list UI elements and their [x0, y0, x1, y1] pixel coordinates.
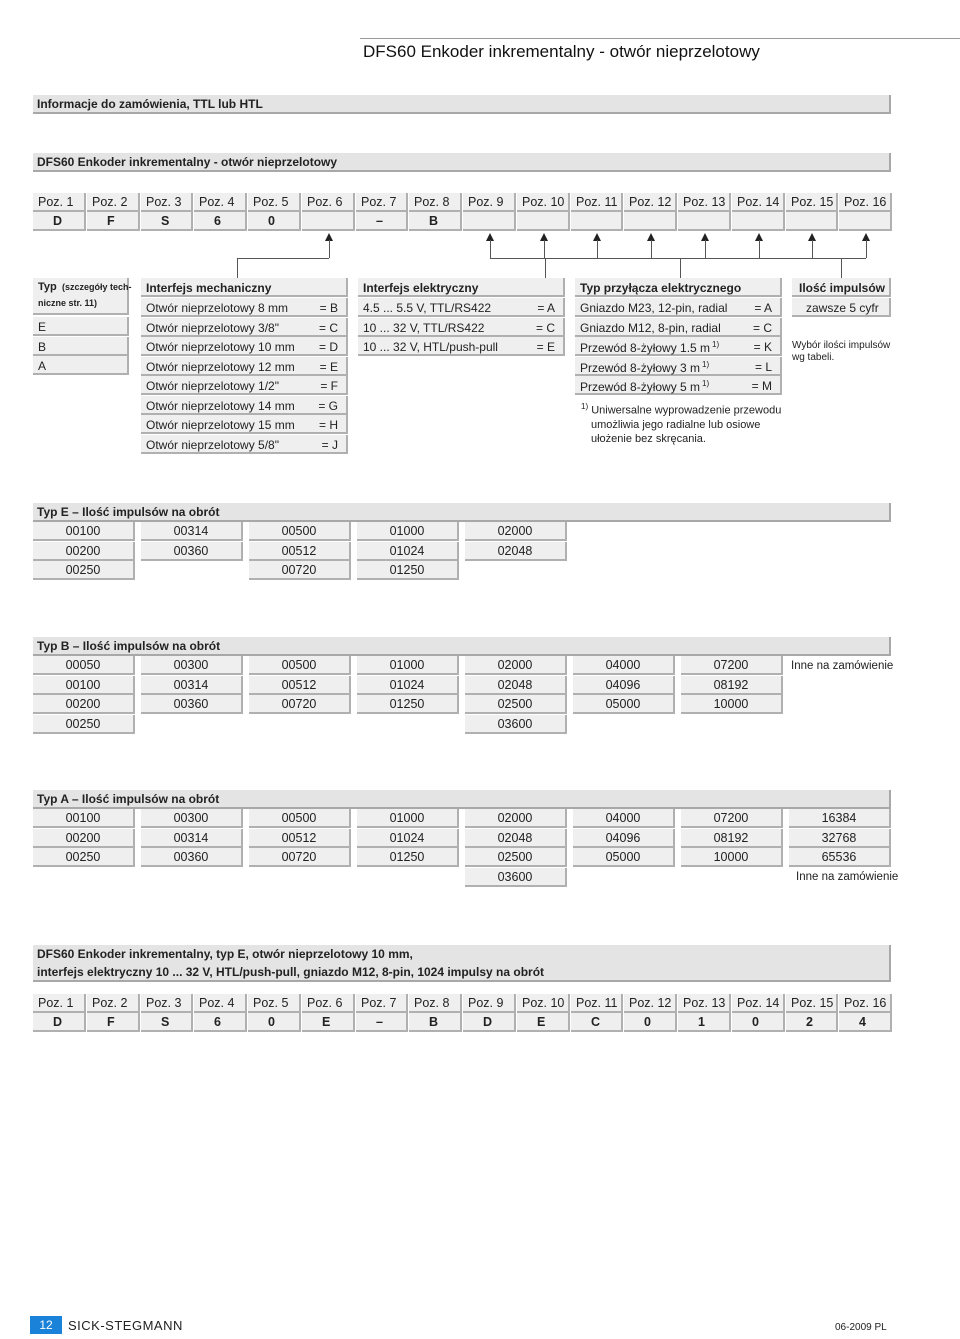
- option-label: Otwór nieprzelotowy 14 mm: [146, 398, 295, 413]
- type-option: E: [33, 317, 129, 336]
- arrow-shaft: [544, 240, 545, 258]
- option-code: = G: [318, 398, 338, 413]
- pulse-cell: 00200: [33, 542, 135, 561]
- arrow-shaft: [705, 240, 706, 258]
- connection-note-line1: Uniwersalne wyprowadzenie przewodu: [591, 404, 782, 417]
- position-value: B: [409, 212, 462, 231]
- typeA-title: Typ A – Ilość impulsów na obrót: [33, 790, 891, 809]
- pulse-cell: 02500: [465, 848, 567, 867]
- pulse-cell: 01024: [357, 676, 459, 695]
- pulse-cell: 00720: [249, 561, 351, 580]
- pulse-cell: 01250: [357, 561, 459, 580]
- option-row: [575, 357, 782, 376]
- footer-date: 06-2009 PL: [835, 1322, 887, 1333]
- arrow-shaft: [651, 240, 652, 258]
- pulse-cell: 08192: [681, 676, 783, 695]
- type-title-note: (szczegóły tech-: [62, 282, 132, 292]
- pulse-cell: 10000: [681, 848, 783, 867]
- footnote-mark: 1): [702, 379, 710, 388]
- position-value: 2: [786, 1013, 838, 1032]
- option-row: [141, 415, 348, 434]
- position-label: Poz. 8: [409, 994, 462, 1013]
- connection-title: Typ przyłącza elektrycznego: [580, 281, 742, 295]
- pulses-value: zawsze 5 cyfr: [806, 301, 879, 315]
- pulse-cell: 07200: [681, 809, 783, 828]
- option-label: Otwór nieprzelotowy 15 mm: [146, 418, 295, 432]
- option-code: = K: [753, 340, 772, 354]
- pulse-cell: 00500: [249, 809, 351, 828]
- position-label: Poz. 14: [732, 193, 785, 212]
- position-value: [624, 212, 677, 231]
- position-value: [732, 212, 785, 231]
- position-value: [839, 212, 892, 231]
- pulse-cell: 02500: [465, 695, 567, 714]
- connector-line: [237, 258, 329, 259]
- position-value: D: [33, 212, 86, 231]
- pulse-cell: 00720: [249, 848, 351, 867]
- connector-line: [545, 258, 546, 278]
- position-label: Poz. 6: [302, 193, 355, 212]
- position-value: 0: [624, 1013, 677, 1032]
- position-value: E: [302, 1013, 355, 1032]
- option-row: [575, 337, 782, 356]
- pulse-cell: 00720: [249, 695, 351, 714]
- position-label: Poz. 15: [786, 193, 838, 212]
- position-value: F: [87, 212, 140, 231]
- pulses-note-line1: Wybór ilości impulsów: [792, 340, 891, 351]
- position-label: Poz. 16: [839, 193, 892, 212]
- pulse-cell: 16384: [789, 809, 891, 828]
- page-number: 12: [30, 1316, 62, 1334]
- option-code: = F: [320, 379, 338, 393]
- position-value: [517, 212, 570, 231]
- pulse-cell: 03600: [465, 715, 567, 734]
- position-label: Poz. 9: [463, 994, 516, 1013]
- position-value: 6: [194, 212, 247, 231]
- pulse-cell: 00360: [141, 695, 243, 714]
- connector-line: [237, 258, 238, 278]
- position-value: F: [87, 1013, 140, 1032]
- option-label: 10 ... 32 V, TTL/RS422: [363, 320, 485, 335]
- mechanical-title: Interfejs mechaniczny: [146, 281, 272, 295]
- position-label: Poz. 9: [463, 193, 516, 212]
- typeB-extra: Inne na zamówienie: [791, 660, 894, 672]
- position-label: Poz. 12: [624, 994, 677, 1013]
- pulse-cell: 00500: [249, 522, 351, 541]
- arrow-shaft: [866, 240, 867, 258]
- position-label: Poz. 6: [302, 994, 355, 1013]
- typeA-extra: Inne na zamówienie: [796, 871, 899, 883]
- footnote-mark: 1): [712, 340, 720, 349]
- header-rule: [360, 38, 960, 39]
- pulse-cell: 02048: [465, 542, 567, 561]
- position-value: D: [463, 1013, 516, 1032]
- position-label: Poz. 13: [678, 994, 731, 1013]
- option-code: = L: [754, 359, 772, 374]
- option-code: = C: [318, 320, 338, 335]
- position-label: Poz. 16: [839, 994, 892, 1013]
- option-code: = M: [751, 379, 772, 393]
- position-label: Poz. 5: [248, 994, 301, 1013]
- option-code: = D: [318, 340, 338, 354]
- position-value: S: [141, 1013, 193, 1032]
- pulse-cell: 00360: [141, 848, 243, 867]
- pulse-cell: 00050: [33, 656, 135, 675]
- example-line1: DFS60 Enkoder inkrementalny, typ E, otwór nieprzelotowy 10 mm,: [37, 947, 413, 961]
- position-value: [463, 212, 516, 231]
- option-code: = C: [752, 320, 772, 335]
- pulse-cell: 03600: [465, 868, 567, 887]
- pulse-cell: 00314: [141, 522, 243, 541]
- option-label: 4.5 ... 5.5 V, TTL/RS422: [363, 301, 492, 315]
- connector-line: [597, 258, 866, 259]
- pulse-cell: 10000: [681, 695, 783, 714]
- pulse-cell: 00314: [141, 676, 243, 695]
- option-label: Przewód 8-żyłowy 3 m $^{1)}$: [580, 359, 710, 375]
- position-label: Poz. 7: [356, 994, 408, 1013]
- position-label: Poz. 10: [517, 994, 570, 1013]
- option-row: [141, 357, 348, 376]
- pulse-cell: 02000: [465, 656, 567, 675]
- option-code: = J: [321, 437, 338, 452]
- option-row: [141, 376, 348, 395]
- position-label: Poz. 4: [194, 193, 247, 212]
- position-label: Poz. 1: [33, 193, 86, 212]
- position-label: Poz. 8: [409, 193, 462, 212]
- position-label: Poz. 12: [624, 193, 677, 212]
- code-header-bar: DFS60 Enkoder inkrementalny - otwór nieprzelotowy: [33, 153, 891, 172]
- pulse-cell: 00500: [249, 656, 351, 675]
- position-value: C: [571, 1013, 623, 1032]
- pulse-cell: 08192: [681, 829, 783, 848]
- option-row: [575, 298, 782, 317]
- pulses-title: Ilość impulsów: [799, 281, 886, 295]
- option-code: = E: [319, 359, 338, 374]
- arrow-shaft: [812, 240, 813, 258]
- pulse-cell: 00250: [33, 848, 135, 867]
- option-label: Przewód 8-żyłowy 5 m $^{1)}$: [580, 379, 710, 394]
- position-value: D: [33, 1013, 86, 1032]
- connector-line: [329, 240, 330, 258]
- type-option: A: [33, 356, 129, 375]
- position-value: –: [356, 212, 408, 231]
- pulse-cell: 02048: [465, 676, 567, 695]
- pulse-cell: 04096: [573, 829, 675, 848]
- option-row: [358, 298, 565, 317]
- position-label: Poz. 15: [786, 994, 838, 1013]
- pulse-cell: 04000: [573, 656, 675, 675]
- pulse-cell: 04096: [573, 676, 675, 695]
- position-label: Poz. 5: [248, 193, 301, 212]
- position-value: [302, 212, 355, 231]
- electrical-title: Interfejs elektryczny: [363, 281, 479, 295]
- pulse-cell: 00250: [33, 715, 135, 734]
- option-label: Otwór nieprzelotowy 3/8": [146, 320, 279, 335]
- pulses-note: [792, 340, 890, 364]
- position-value: [786, 212, 838, 231]
- position-value: [571, 212, 623, 231]
- position-value: E: [517, 1013, 570, 1032]
- connector-line: [490, 258, 545, 259]
- position-value: 0: [248, 1013, 301, 1032]
- option-row: [141, 298, 348, 317]
- arrow-shaft: [597, 240, 598, 258]
- pulses-note-line2: wg tabeli.: [792, 352, 835, 363]
- pulse-cell: 01250: [357, 848, 459, 867]
- pulse-cell: 00100: [33, 809, 135, 828]
- order-info-bar: Informacje do zamówienia, TTL lub HTL: [33, 95, 891, 114]
- position-label: Poz. 2: [87, 994, 140, 1013]
- pulse-cell: 01000: [357, 656, 459, 675]
- option-row: [141, 396, 348, 415]
- position-label: Poz. 11: [571, 193, 623, 212]
- pulse-cell: 00512: [249, 829, 351, 848]
- option-label: Otwór nieprzelotowy 5/8": [146, 437, 279, 452]
- position-value: 6: [194, 1013, 247, 1032]
- pulse-cell: 00100: [33, 676, 135, 695]
- position-label: Poz. 1: [33, 994, 86, 1013]
- position-label: Poz. 3: [141, 193, 193, 212]
- connection-note-line3: ułożenie bez skręcania.: [591, 432, 706, 445]
- option-code: = E: [536, 340, 555, 354]
- connection-title-box: [575, 278, 782, 297]
- position-label: Poz. 3: [141, 994, 193, 1013]
- type-title-note2: niczne str. 11): [38, 298, 98, 308]
- pulses-value-box: [792, 298, 891, 317]
- position-value: 0: [248, 212, 301, 231]
- option-label: Przewód 8-żyłowy 1.5 m $^{1)}$: [580, 340, 720, 355]
- position-label: Poz. 14: [732, 994, 785, 1013]
- pulse-cell: 00314: [141, 829, 243, 848]
- option-label: Otwór nieprzelotowy 10 mm: [146, 340, 295, 354]
- pulse-cell: 00300: [141, 656, 243, 675]
- type-option: B: [33, 337, 129, 356]
- position-value: 0: [732, 1013, 785, 1032]
- position-value: 1: [678, 1013, 731, 1032]
- position-value: B: [409, 1013, 462, 1032]
- pulse-cell: 00360: [141, 542, 243, 561]
- position-value: S: [141, 212, 193, 231]
- pulse-cell: 01000: [357, 809, 459, 828]
- page-title: DFS60 Enkoder inkrementalny - otwór nieprzelotowy: [363, 42, 760, 61]
- pulse-cell: 00300: [141, 809, 243, 828]
- pulse-cell: 00100: [33, 522, 135, 541]
- pulse-cell: 00512: [249, 676, 351, 695]
- arrow-shaft: [759, 240, 760, 258]
- option-code: = H: [318, 418, 338, 432]
- option-row: [358, 318, 565, 337]
- pulse-cell: 04000: [573, 809, 675, 828]
- pulse-cell: 00250: [33, 561, 135, 580]
- connector-line: [680, 258, 681, 278]
- pulse-cell: 01024: [357, 542, 459, 561]
- connection-note-mark: 1): [581, 402, 589, 411]
- position-label: Poz. 4: [194, 994, 247, 1013]
- position-label: Poz. 11: [571, 994, 623, 1013]
- position-label: Poz. 10: [517, 193, 570, 212]
- pulse-cell: 01250: [357, 695, 459, 714]
- typeE-title: Typ E – Ilość impulsów na obrót: [33, 503, 891, 522]
- option-code: = A: [754, 301, 772, 315]
- option-row: [358, 337, 565, 356]
- option-label: Otwór nieprzelotowy 1/2": [146, 379, 279, 393]
- pulse-cell: 01024: [357, 829, 459, 848]
- position-value: [678, 212, 731, 231]
- position-label: Poz. 7: [356, 193, 408, 212]
- option-row: [575, 376, 782, 395]
- brand-name: SICK-STEGMANN: [68, 1318, 183, 1333]
- pulse-cell: 00512: [249, 542, 351, 561]
- type-title-box: [33, 278, 132, 315]
- option-code: = B: [319, 301, 338, 315]
- pulse-cell: 05000: [573, 695, 675, 714]
- pulse-cell: 05000: [573, 848, 675, 867]
- connector-line: [841, 258, 842, 278]
- example-title: [33, 945, 891, 982]
- electrical-title-box: [358, 278, 565, 297]
- option-row: [141, 318, 348, 337]
- pulse-cell: 02000: [465, 522, 567, 541]
- option-row: [141, 435, 348, 454]
- pulse-cell: 02048: [465, 829, 567, 848]
- pulse-cell: 00200: [33, 829, 135, 848]
- pulse-cell: 07200: [681, 656, 783, 675]
- position-label: Poz. 2: [87, 193, 140, 212]
- position-label: Poz. 13: [678, 193, 731, 212]
- option-row: [141, 337, 348, 356]
- option-row: [575, 318, 782, 337]
- pulse-cell: 02000: [465, 809, 567, 828]
- type-title: Typ: [38, 281, 57, 293]
- option-label: Gniazdo M23, 12-pin, radial: [580, 301, 728, 315]
- footnote-mark: 1): [702, 359, 710, 369]
- pulse-cell: 32768: [789, 829, 891, 848]
- position-value: 4: [839, 1013, 892, 1032]
- option-label: 10 ... 32 V, HTL/push-pull: [363, 340, 498, 354]
- pulse-cell: 65536: [789, 848, 891, 867]
- option-code: = A: [537, 301, 555, 315]
- pulse-cell: 00200: [33, 695, 135, 714]
- arrow-shaft: [490, 240, 491, 258]
- position-value: –: [356, 1013, 408, 1032]
- option-label: Otwór nieprzelotowy 8 mm: [146, 301, 289, 315]
- connection-note: [581, 400, 781, 446]
- example-line2: interfejs elektryczny 10 ... 32 V, HTL/push-pull, gniazdo M12, 8-pin, 1024 impulsy na obrót: [37, 965, 545, 979]
- mechanical-title-box: [141, 278, 348, 297]
- pulses-title-box: [792, 278, 891, 297]
- option-label: Gniazdo M12, 8-pin, radial: [580, 320, 721, 335]
- typeB-title: Typ B – Ilość impulsów na obrót: [33, 637, 891, 656]
- connection-note-line2: umożliwia jego radialne lub osiowe: [591, 418, 761, 431]
- pulse-cell: 01000: [357, 522, 459, 541]
- option-code: = C: [535, 320, 555, 335]
- option-label: Otwór nieprzelotowy 12 mm: [146, 359, 295, 374]
